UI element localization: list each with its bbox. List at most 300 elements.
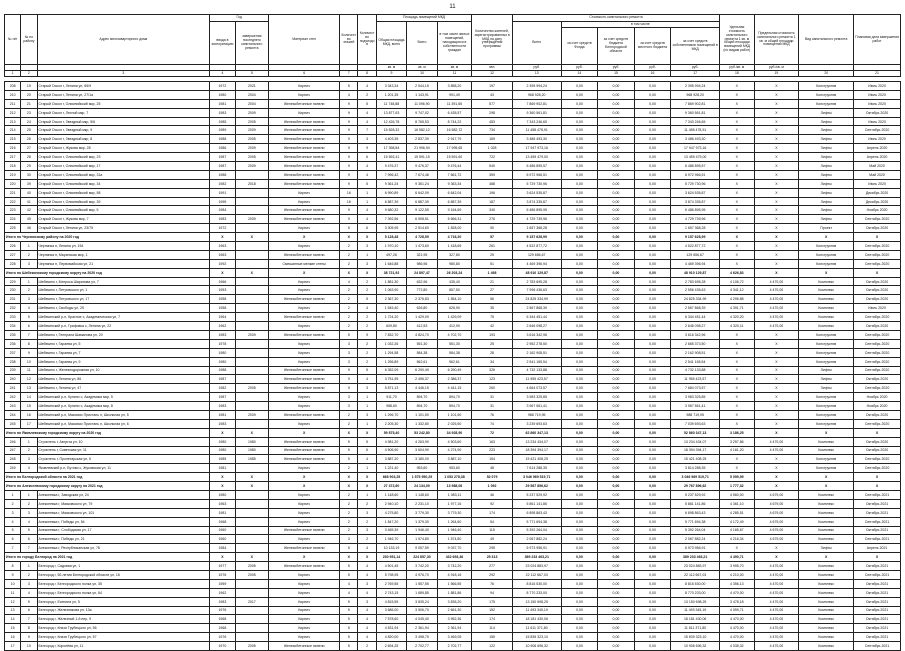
table-cell: X: [754, 428, 799, 437]
table-cell: 2 917,79: [437, 135, 472, 144]
table-row: [5, 295, 901, 304]
table-cell: 432 693,46: [437, 553, 472, 562]
table-cell: X: [854, 473, 901, 482]
table-cell: 584,38: [437, 348, 472, 357]
table-cell: X: [210, 473, 235, 482]
table-cell: 1980: [210, 437, 235, 446]
table-cell: 2 025,50: [437, 419, 472, 428]
table-cell: 239: [5, 366, 21, 375]
table-cell: X: [720, 144, 755, 153]
address-cell: Старый Оскол г, Олимпийский мкр, 5: [37, 206, 210, 215]
table-cell: 11 096,90: [407, 99, 437, 108]
table-cell: X: [720, 455, 755, 464]
table-cell: 0,00: [598, 170, 635, 179]
table-cell: X: [235, 482, 269, 491]
col-num-district: № по району: [21, 15, 37, 65]
table-cell: Апрель 2020: [854, 153, 901, 162]
table-cell: 6 290,49: [407, 366, 437, 375]
table-cell: Кирпич: [269, 304, 340, 313]
table-cell: 0,00: [634, 375, 671, 384]
table-cell: 2009: [235, 330, 269, 339]
table-cell: [235, 197, 269, 206]
table-cell: 4 361,10: [720, 499, 755, 508]
table-cell: 1977: [210, 562, 235, 571]
table-cell: 2 646 098,27: [512, 322, 561, 331]
table-cell: 0,00: [634, 126, 671, 135]
table-cell: Апрель 2020: [854, 144, 901, 153]
table-cell: 13 150 698,25: [512, 597, 561, 606]
table-row: [5, 82, 901, 91]
table-cell: 3: [358, 526, 376, 535]
table-cell: 4 679,00: [754, 526, 799, 535]
address-cell: Алексеевка г, Республиканская ул, 78: [37, 544, 210, 553]
table-cell: 163: [472, 437, 513, 446]
table-cell: 7 869 902,81: [671, 99, 720, 108]
table-cell: 2004: [235, 99, 269, 108]
table-cell: 3 506,70: [407, 606, 437, 615]
table-cell: 2 205,30: [376, 419, 406, 428]
table-cell: 2 162 908,51: [671, 348, 720, 357]
table-cell: 21: [472, 277, 513, 286]
col-payment: Удельная стоимость капитального ремонта 1 кв. м общей площади помещений МКД (по видам работ): [720, 15, 755, 65]
table-cell: 1980: [210, 90, 235, 99]
table-cell: 39: [21, 179, 37, 188]
table-cell: 2: [358, 348, 376, 357]
table-cell: 2 694,25: [376, 642, 406, 651]
table-cell: 0,00: [634, 117, 671, 126]
table-cell: 0,00: [634, 402, 671, 411]
table-cell: X: [754, 366, 799, 375]
table-cell: 0,00: [598, 535, 635, 544]
table-cell: 7 996,42: [376, 170, 406, 179]
table-cell: Лифты: [799, 162, 854, 171]
table-cell: 2: [358, 339, 376, 348]
table-cell: 6 435,57: [437, 108, 472, 117]
table-cell: 4 820,00: [376, 633, 406, 642]
table-cell: Лифты: [799, 179, 854, 188]
table-cell: 9: [340, 126, 358, 135]
table-cell: 1 256,89: [376, 357, 406, 366]
table-cell: 235: [5, 330, 21, 339]
column-number-row: [5, 71, 901, 77]
table-cell: 4 035,32: [720, 642, 755, 651]
table-cell: 4 679,00: [754, 517, 799, 526]
table-cell: X: [720, 410, 755, 419]
table-cell: 0,00: [561, 215, 598, 224]
table-cell: 0,00: [561, 499, 598, 508]
table-cell: Сентябрь 2020: [854, 250, 901, 259]
table-cell: 0,00: [634, 197, 671, 206]
table-cell: 48 910 129,87: [671, 268, 720, 277]
table-cell: 10 133,19: [376, 544, 406, 553]
table-cell: 2 395 994,24: [671, 82, 720, 91]
table-cell: 3 624 535,87: [512, 188, 561, 197]
table-cell: 4 470,00: [720, 624, 755, 633]
table-cell: 2: [21, 570, 37, 579]
table-cell: Комплекс: [799, 277, 854, 286]
table-cell: 1 498: [472, 268, 513, 277]
table-cell: 0,00: [598, 624, 635, 633]
table-cell: 9: [5, 570, 21, 579]
table-cell: 2 162 908,51: [512, 348, 561, 357]
table-row: [5, 570, 901, 579]
table-cell: [235, 250, 269, 259]
address-cell: Чернянка п, Первомайская ул, 21: [37, 259, 210, 268]
table-cell: 15 828,32: [376, 126, 406, 135]
table-cell: 18 394 394,17: [512, 446, 561, 455]
table-cell: X: [269, 428, 340, 437]
table-cell: 0,00: [598, 544, 635, 553]
table-row: [5, 206, 901, 215]
table-cell: 1976: [210, 606, 235, 615]
column-number-cell: 12: [472, 71, 513, 77]
table-cell: 0,00: [634, 570, 671, 579]
table-cell: 0,00: [634, 259, 671, 268]
table-cell: 15 592,41: [376, 153, 406, 162]
table-cell: 4: [358, 82, 376, 91]
table-cell: 0,00: [634, 624, 671, 633]
table-cell: 4: [21, 588, 37, 597]
table-cell: Октябрь 2020: [854, 277, 901, 286]
table-cell: 1983: [210, 108, 235, 117]
table-cell: Кирпич: [269, 579, 340, 588]
table-row: [5, 544, 901, 553]
table-cell: 1 828,00: [437, 224, 472, 233]
table-cell: [235, 224, 269, 233]
table-cell: 3 604,90: [407, 446, 437, 455]
table-cell: 5 237 529,92: [512, 490, 561, 499]
table-cell: Октябрь 2020: [854, 295, 901, 304]
table-cell: 11 955 423,57: [512, 375, 561, 384]
table-cell: 0,00: [634, 277, 671, 286]
table-cell: X: [754, 233, 799, 242]
table-cell: Железобетонные панели: [269, 526, 340, 535]
table-cell: Октябрь 2021: [854, 562, 901, 571]
table-cell: 13 988,08: [437, 482, 472, 491]
table-cell: 7: [21, 330, 37, 339]
table-cell: 30: [21, 170, 37, 179]
table-cell: 389 233 463,21: [671, 553, 720, 562]
table-cell: 4 045,40: [407, 615, 437, 624]
table-cell: 2: [340, 322, 358, 331]
table-cell: X: [754, 242, 799, 251]
table-cell: X: [754, 250, 799, 259]
address-cell: Строитель г, Советская ул, 11: [37, 446, 210, 455]
table-row: [5, 144, 901, 153]
address-cell: Старый Оскол г, Олимпийский мкр, 58: [37, 188, 210, 197]
col-cost-regional: за счет средств бюджета Белгородской области: [598, 28, 635, 65]
table-cell: 5: [340, 633, 358, 642]
table-cell: 0,00: [561, 286, 598, 295]
table-cell: 2 567 868,39: [671, 304, 720, 313]
table-cell: 122: [472, 642, 513, 651]
address-cell: Шебекино г, Ленина ул, 47: [37, 384, 210, 393]
table-row: [5, 437, 901, 446]
table-cell: 5 771 694,38: [512, 517, 561, 526]
table-cell: Железобетонные панели: [269, 455, 340, 464]
address-cell: Старый Оскол г, Олимпийский мкр, 31а: [37, 170, 210, 179]
table-cell: X: [754, 215, 799, 224]
table-cell: Сентябрь 2021: [854, 517, 901, 526]
table-cell: X: [720, 339, 755, 348]
table-cell: 3 779,30: [407, 508, 437, 517]
table-cell: X: [720, 170, 755, 179]
subtotal-row: [5, 428, 901, 437]
table-cell: Комплекс: [799, 642, 854, 651]
table-cell: 1968: [210, 517, 235, 526]
table-cell: Железобетонные панели: [269, 295, 340, 304]
table-cell: 2009: [235, 126, 269, 135]
table-cell: 1 083,11: [437, 490, 472, 499]
table-cell: 1: [358, 464, 376, 473]
table-cell: 4: [358, 633, 376, 642]
table-cell: Комплекс: [799, 615, 854, 624]
table-cell: 9 122,55: [407, 206, 437, 215]
table-cell: 1960: [210, 526, 235, 535]
table-cell: 13: [5, 606, 21, 615]
table-cell: 0,00: [598, 322, 635, 331]
table-cell: 0,00: [598, 259, 635, 268]
table-cell: Ноябрь 2020: [854, 393, 901, 402]
table-cell: 1981: [210, 410, 235, 419]
address-cell: Алексеевка г, Слободская ул, 17: [37, 526, 210, 535]
table-cell: 216: [5, 144, 21, 153]
table-cell: 0,00: [598, 206, 635, 215]
table-cell: 0,00: [561, 153, 598, 162]
table-cell: 1981: [210, 508, 235, 517]
table-cell: 224 857,30: [407, 553, 437, 562]
table-cell: 17 398,84: [376, 144, 406, 153]
table-cell: 9 476,37: [407, 162, 437, 171]
table-cell: 24 825 334,99: [512, 295, 561, 304]
table-cell: 3 498,75: [407, 633, 437, 642]
table-cell: Октябрь 2021: [854, 579, 901, 588]
table-cell: X: [720, 419, 755, 428]
table-cell: 1964: [210, 313, 235, 322]
table-cell: 6 486 895,95: [512, 206, 561, 215]
table-cell: 1972: [210, 82, 235, 91]
col-cost-total: Всего: [512, 22, 561, 65]
table-cell: 292: [472, 570, 513, 579]
table-cell: Май 2020: [854, 162, 901, 171]
table-cell: X: [754, 464, 799, 473]
table-cell: Лифты: [799, 384, 854, 393]
table-cell: X: [269, 268, 340, 277]
address-cell: Старый Оскол г, Звездный мкр, 8: [37, 135, 210, 144]
table-cell: 0,00: [561, 117, 598, 126]
table-cell: 1985: [210, 455, 235, 464]
table-cell: 15: [5, 624, 21, 633]
table-cell: X: [754, 259, 799, 268]
column-number-cell: 20: [799, 71, 854, 77]
table-cell: [235, 348, 269, 357]
table-cell: Кирпич: [269, 339, 340, 348]
table-cell: 3: [21, 508, 37, 517]
table-cell: 4 441,15: [437, 384, 472, 393]
table-cell: 7 661,72: [437, 170, 472, 179]
table-cell: X: [754, 82, 799, 91]
table-cell: 9: [340, 384, 358, 393]
table-cell: 321,95: [407, 250, 437, 259]
table-cell: 4 275,80: [376, 508, 406, 517]
col-address: Адрес многоквартирного дома: [37, 15, 210, 65]
table-cell: X: [754, 162, 799, 171]
table-cell: 0,00: [598, 215, 635, 224]
table-cell: 1 689,85: [407, 588, 437, 597]
table-cell: 4: [358, 455, 376, 464]
table-cell: [235, 304, 269, 313]
table-cell: 0,00: [634, 428, 671, 437]
table-cell: Конструктив: [799, 348, 854, 357]
table-cell: 4 702,70: [437, 330, 472, 339]
table-cell: Кирпич: [269, 499, 340, 508]
table-cell: 1 028: [472, 144, 513, 153]
table-cell: Конструктив: [799, 402, 854, 411]
table-cell: 3 616 342,96: [512, 330, 561, 339]
table-cell: 2005: [235, 135, 269, 144]
table-cell: 7 684 073,57: [671, 384, 720, 393]
table-cell: 5 128,48: [376, 233, 406, 242]
table-cell: 2: [340, 508, 358, 517]
table-cell: 3: [358, 410, 376, 419]
table-row: [5, 579, 901, 588]
table-cell: Железобетонные панели: [269, 144, 340, 153]
table-cell: 229: [5, 277, 21, 286]
table-cell: 1988: [210, 170, 235, 179]
table-cell: 0,00: [634, 179, 671, 188]
table-cell: Железобетонные панели: [269, 544, 340, 553]
table-cell: 2: [340, 419, 358, 428]
table-cell: 29: [21, 162, 37, 171]
table-cell: 1 092: [472, 482, 513, 491]
table-cell: 233: [5, 313, 21, 322]
table-cell: 16: [21, 410, 37, 419]
table-cell: 0,00: [561, 99, 598, 108]
table-cell: Конструктив: [799, 99, 854, 108]
table-cell: 15 421 408,25: [512, 455, 561, 464]
table-cell: 11 458 478,91: [671, 126, 720, 135]
table-cell: 894,70: [407, 402, 437, 411]
table-cell: 26: [21, 135, 37, 144]
table-cell: Кирпич: [269, 597, 340, 606]
table-cell: Лифты: [799, 144, 854, 153]
table-cell: 1970: [210, 642, 235, 651]
column-number-cell: 11: [437, 71, 472, 77]
table-cell: 4 470,00: [754, 633, 799, 642]
table-cell: 2: [21, 250, 37, 259]
table-cell: 6 990,89: [376, 188, 406, 197]
table-cell: 3 257,86: [720, 437, 755, 446]
unit-cell: руб.: [598, 65, 635, 71]
col-residents: Количество жителей, зарегистрированных в МКД на дату утверждения программы: [472, 15, 513, 65]
table-cell: [235, 259, 269, 268]
table-cell: 3: [340, 348, 358, 357]
table-cell: [235, 544, 269, 553]
column-number-cell: 1: [5, 71, 21, 77]
table-cell: 5: [21, 313, 37, 322]
table-cell: 3: [21, 259, 37, 268]
table-cell: 5: [340, 544, 358, 553]
table-cell: 9 157 628,99: [512, 233, 561, 242]
address-cell: Старый Оскол г, Жукова мкр, 28: [37, 144, 210, 153]
table-cell: 0,00: [561, 108, 598, 117]
table-cell: 6: [21, 606, 37, 615]
table-cell: 197: [472, 82, 513, 91]
table-cell: X: [210, 428, 235, 437]
table-cell: Железобетонные панели: [269, 99, 340, 108]
table-cell: 49: [472, 535, 513, 544]
subtotal-label: Итого по Яковлевскому городскому округу на 2020 год: [5, 428, 210, 437]
table-cell: 0,00: [634, 579, 671, 588]
table-cell: 225: [5, 224, 21, 233]
table-cell: 1982: [210, 384, 235, 393]
table-cell: X: [720, 117, 755, 126]
table-cell: 3 967 561,41: [512, 402, 561, 411]
table-cell: 6 973 956,91: [512, 544, 561, 553]
table-cell: 0,00: [598, 437, 635, 446]
address-cell: Шебекинский р-н, Максимо Пристань п, Школьная ул, 5: [37, 410, 210, 419]
table-cell: 0,00: [634, 242, 671, 251]
table-cell: 6 887,39: [437, 197, 472, 206]
table-cell: 1 332,80: [407, 419, 437, 428]
table-cell: X: [210, 233, 235, 242]
table-cell: X: [210, 482, 235, 491]
table-cell: 3 305,95: [376, 224, 406, 233]
table-cell: 668 903,25: [376, 473, 406, 482]
table-cell: X: [720, 464, 755, 473]
table-cell: 7: [21, 544, 37, 553]
table-cell: 1963: [210, 242, 235, 251]
table-cell: 1962: [210, 322, 235, 331]
table-cell: 2005: [235, 117, 269, 126]
table-cell: 3: [340, 393, 358, 402]
address-cell: Шебекино г, Гараева ул, 5: [37, 339, 210, 348]
address-cell: Старый Оскол г, Жукова мкр, 7: [37, 215, 210, 224]
table-cell: 11 611 371,80: [512, 624, 561, 633]
table-cell: X: [754, 188, 799, 197]
table-cell: 0,00: [598, 108, 635, 117]
table-cell: Конструктив: [799, 339, 854, 348]
table-cell: Железобетонные панели: [269, 437, 340, 446]
table-cell: 0,00: [561, 570, 598, 579]
table-cell: 0,00: [561, 562, 598, 571]
table-cell: 1 379,30: [407, 517, 437, 526]
table-cell: 295: [472, 544, 513, 553]
table-cell: 1: [358, 402, 376, 411]
table-cell: 0,00: [598, 410, 635, 419]
table-cell: Октябрь 2020: [854, 437, 901, 446]
table-cell: Кирпич: [269, 197, 340, 206]
table-cell: 0,00: [561, 277, 598, 286]
table-cell: 3 239 693,63: [512, 419, 561, 428]
table-cell: 0,00: [561, 135, 598, 144]
table-cell: Октябрь 2021: [854, 633, 901, 642]
table-cell: 857,50: [437, 286, 472, 295]
table-cell: Сентябрь 2020: [854, 126, 901, 135]
table-cell: 4: [340, 277, 358, 286]
table-cell: 0,00: [598, 553, 635, 562]
table-cell: 9: [340, 144, 358, 153]
table-cell: X: [754, 170, 799, 179]
table-cell: 0,00: [598, 197, 635, 206]
table-cell: 3: [358, 508, 376, 517]
table-cell: 2 367,30: [376, 295, 406, 304]
table-cell: Кирпич: [269, 357, 340, 366]
table-cell: 0,00: [598, 615, 635, 624]
table-cell: 0,00: [561, 553, 598, 562]
table-cell: Сентябрь 2020: [854, 215, 901, 224]
address-cell: Шебекинский р-н, Максимо Пристань п, Школьная ул, 6: [37, 419, 210, 428]
